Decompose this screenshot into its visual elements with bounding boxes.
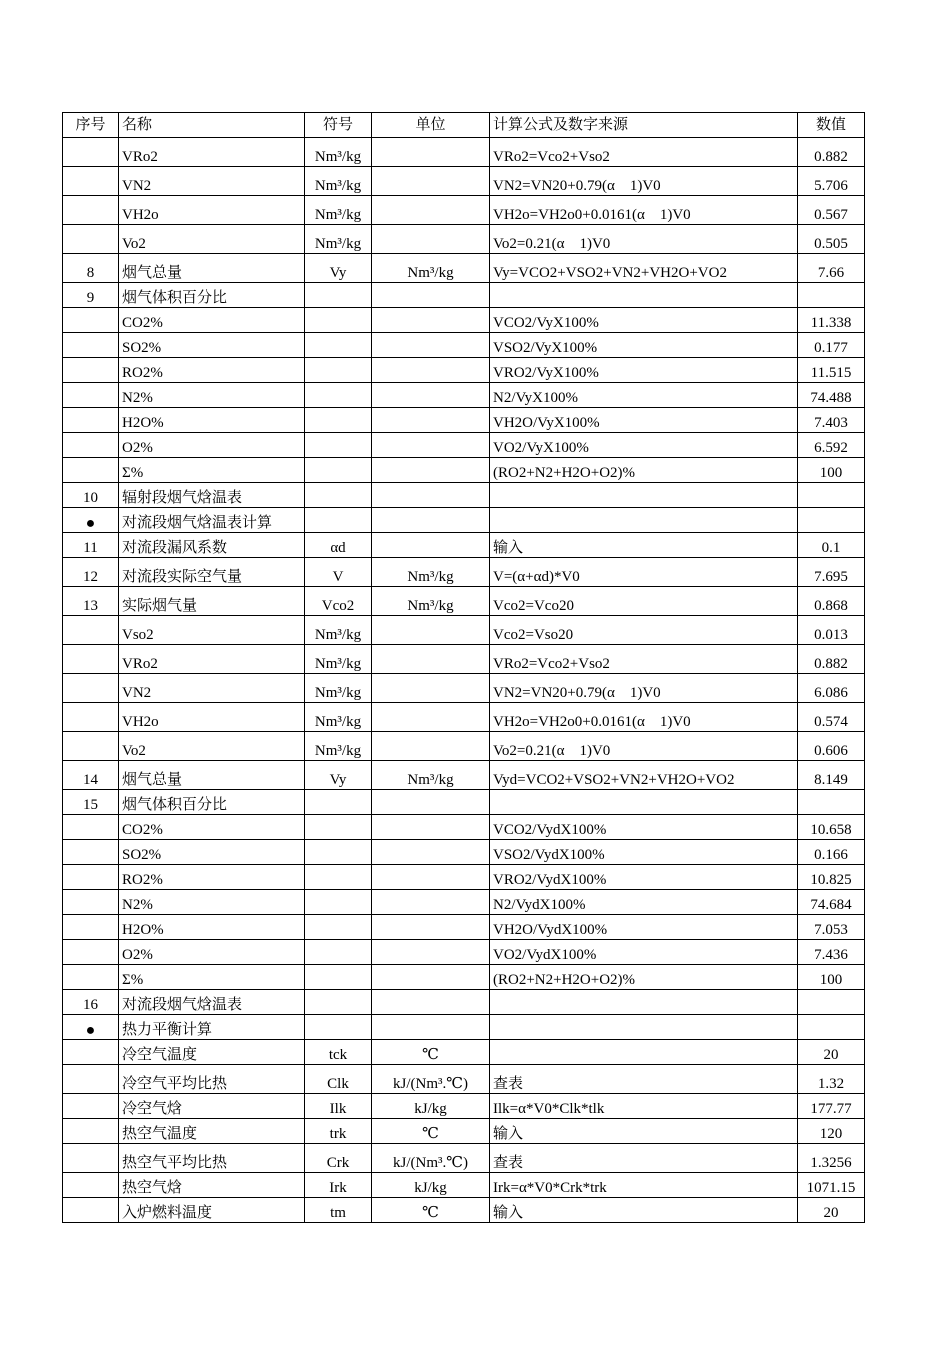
cell-value: 120 <box>798 1119 865 1144</box>
cell-unit <box>372 358 490 383</box>
cell-name: VRo2 <box>119 138 305 167</box>
cell-symbol <box>305 1015 372 1040</box>
table-row <box>63 1094 865 1119</box>
cell-formula: Vco2=Vco20 <box>490 587 798 616</box>
table-row <box>63 508 865 533</box>
cell-name: 冷空气平均比热 <box>119 1065 305 1094</box>
table-row <box>63 196 865 225</box>
cell-formula: Vo2=0.21(α 1)V0 <box>490 225 798 254</box>
cell-name: H2O% <box>119 408 305 433</box>
cell-name: SO2% <box>119 333 305 358</box>
cell-value: 7.695 <box>798 558 865 587</box>
cell-value <box>798 790 865 815</box>
cell-symbol: Clk <box>305 1065 372 1094</box>
cell-value: 11.338 <box>798 308 865 333</box>
table-row <box>63 558 865 587</box>
table-row <box>63 1040 865 1065</box>
cell-index <box>63 458 119 483</box>
table-row <box>63 890 865 915</box>
cell-index <box>63 433 119 458</box>
cell-value: 20 <box>798 1040 865 1065</box>
table-row <box>63 283 865 308</box>
cell-unit <box>372 645 490 674</box>
table-row <box>63 587 865 616</box>
cell-formula: VCO2/VyX100% <box>490 308 798 333</box>
table-row <box>63 358 865 383</box>
cell-formula: VH2O/VyX100% <box>490 408 798 433</box>
table-row <box>63 254 865 283</box>
cell-value: 0.013 <box>798 616 865 645</box>
cell-formula: VH2o=VH2o0+0.0161(α 1)V0 <box>490 196 798 225</box>
cell-value: 7.053 <box>798 915 865 940</box>
cell-index: 9 <box>63 283 119 308</box>
table-row <box>63 645 865 674</box>
table-row <box>63 940 865 965</box>
cell-index <box>63 138 119 167</box>
cell-symbol <box>305 508 372 533</box>
cell-unit: Nm³/kg <box>372 558 490 587</box>
cell-formula: VRO2/VydX100% <box>490 865 798 890</box>
cell-value: 100 <box>798 458 865 483</box>
cell-formula <box>490 283 798 308</box>
cell-symbol: V <box>305 558 372 587</box>
cell-value: 0.606 <box>798 732 865 761</box>
cell-formula: VN2=VN20+0.79(α 1)V0 <box>490 674 798 703</box>
cell-formula: Irk=α*V0*Crk*trk <box>490 1173 798 1198</box>
cell-unit <box>372 408 490 433</box>
table-row <box>63 616 865 645</box>
cell-symbol: Crk <box>305 1144 372 1173</box>
cell-formula: VCO2/VydX100% <box>490 815 798 840</box>
cell-symbol: Ilk <box>305 1094 372 1119</box>
cell-symbol <box>305 358 372 383</box>
cell-formula: VSO2/VyX100% <box>490 333 798 358</box>
cell-value: 20 <box>798 1198 865 1223</box>
cell-value: 10.825 <box>798 865 865 890</box>
cell-formula: VRo2=Vco2+Vso2 <box>490 138 798 167</box>
table-row <box>63 790 865 815</box>
cell-value <box>798 508 865 533</box>
cell-formula: VH2o=VH2o0+0.0161(α 1)V0 <box>490 703 798 732</box>
cell-index <box>63 225 119 254</box>
cell-value: 8.149 <box>798 761 865 790</box>
cell-formula: Vco2=Vso20 <box>490 616 798 645</box>
cell-formula: N2/VydX100% <box>490 890 798 915</box>
cell-symbol: Nm³/kg <box>305 703 372 732</box>
col-header-unit: 单位 <box>372 113 490 138</box>
table-row <box>63 1015 865 1040</box>
cell-unit <box>372 333 490 358</box>
cell-name: VH2o <box>119 196 305 225</box>
cell-symbol: Nm³/kg <box>305 138 372 167</box>
cell-name: VN2 <box>119 167 305 196</box>
cell-value: 0.868 <box>798 587 865 616</box>
cell-unit <box>372 940 490 965</box>
cell-name: 对流段漏风系数 <box>119 533 305 558</box>
table-row <box>63 915 865 940</box>
table-row <box>63 815 865 840</box>
col-header-formula: 计算公式及数字来源 <box>490 113 798 138</box>
cell-formula: VO2/VyX100% <box>490 433 798 458</box>
cell-value: 7.403 <box>798 408 865 433</box>
table-row <box>63 408 865 433</box>
cell-unit <box>372 458 490 483</box>
cell-unit <box>372 225 490 254</box>
cell-symbol: Irk <box>305 1173 372 1198</box>
cell-name: Vo2 <box>119 225 305 254</box>
cell-symbol <box>305 865 372 890</box>
col-header-name: 名称 <box>119 113 305 138</box>
cell-formula: 输入 <box>490 1198 798 1223</box>
cell-unit <box>372 1015 490 1040</box>
cell-symbol <box>305 483 372 508</box>
cell-index: 14 <box>63 761 119 790</box>
cell-value: 0.882 <box>798 645 865 674</box>
cell-symbol <box>305 408 372 433</box>
cell-index <box>63 1119 119 1144</box>
cell-name: N2% <box>119 890 305 915</box>
cell-index <box>63 940 119 965</box>
table-row <box>63 1144 865 1173</box>
cell-value: 0.505 <box>798 225 865 254</box>
calculation-table <box>62 112 865 1223</box>
cell-name: VH2o <box>119 703 305 732</box>
cell-formula: VH2O/VydX100% <box>490 915 798 940</box>
cell-unit <box>372 533 490 558</box>
cell-index: 12 <box>63 558 119 587</box>
cell-unit <box>372 732 490 761</box>
cell-index <box>63 308 119 333</box>
cell-formula: VO2/VydX100% <box>490 940 798 965</box>
cell-index: 16 <box>63 990 119 1015</box>
cell-formula: VSO2/VydX100% <box>490 840 798 865</box>
cell-formula: 输入 <box>490 1119 798 1144</box>
cell-unit <box>372 433 490 458</box>
cell-unit <box>372 865 490 890</box>
cell-symbol <box>305 383 372 408</box>
cell-name: 实际烟气量 <box>119 587 305 616</box>
table-row <box>63 138 865 167</box>
cell-name: 热力平衡计算 <box>119 1015 305 1040</box>
table-row <box>63 732 865 761</box>
cell-unit: ℃ <box>372 1119 490 1144</box>
cell-value: 0.567 <box>798 196 865 225</box>
col-header-index: 序号 <box>63 113 119 138</box>
cell-symbol <box>305 965 372 990</box>
cell-formula: VRo2=Vco2+Vso2 <box>490 645 798 674</box>
table-row <box>63 840 865 865</box>
cell-formula <box>490 790 798 815</box>
cell-index <box>63 703 119 732</box>
cell-unit <box>372 915 490 940</box>
table-row <box>63 433 865 458</box>
cell-symbol: Vy <box>305 761 372 790</box>
cell-value: 100 <box>798 965 865 990</box>
table-body <box>63 138 865 1223</box>
cell-name: H2O% <box>119 915 305 940</box>
cell-index <box>63 1065 119 1094</box>
cell-symbol <box>305 815 372 840</box>
cell-value: 6.592 <box>798 433 865 458</box>
table-row <box>63 483 865 508</box>
table-row <box>63 1198 865 1223</box>
cell-name: N2% <box>119 383 305 408</box>
cell-index <box>63 383 119 408</box>
cell-symbol: Nm³/kg <box>305 167 372 196</box>
cell-index <box>63 1094 119 1119</box>
cell-index <box>63 645 119 674</box>
cell-index: 8 <box>63 254 119 283</box>
table-row <box>63 761 865 790</box>
cell-symbol: trk <box>305 1119 372 1144</box>
cell-unit <box>372 990 490 1015</box>
cell-symbol <box>305 940 372 965</box>
cell-name: Σ% <box>119 458 305 483</box>
cell-index: 10 <box>63 483 119 508</box>
cell-unit <box>372 815 490 840</box>
table-row <box>63 1119 865 1144</box>
cell-name: CO2% <box>119 308 305 333</box>
table-header-row <box>63 113 865 138</box>
cell-value: 5.706 <box>798 167 865 196</box>
cell-value: 10.658 <box>798 815 865 840</box>
cell-formula: Vy=VCO2+VSO2+VN2+VH2O+VO2 <box>490 254 798 283</box>
table-row <box>63 308 865 333</box>
cell-value <box>798 1015 865 1040</box>
cell-formula <box>490 1040 798 1065</box>
cell-formula: Vyd=VCO2+VSO2+VN2+VH2O+VO2 <box>490 761 798 790</box>
cell-symbol: Nm³/kg <box>305 674 372 703</box>
cell-formula: 查表 <box>490 1065 798 1094</box>
cell-index <box>63 333 119 358</box>
table-row <box>63 865 865 890</box>
cell-value: 1071.15 <box>798 1173 865 1198</box>
cell-value <box>798 483 865 508</box>
cell-name: VN2 <box>119 674 305 703</box>
cell-index <box>63 1198 119 1223</box>
table-row <box>63 703 865 732</box>
cell-index: ● <box>63 1015 119 1040</box>
cell-symbol <box>305 890 372 915</box>
cell-formula <box>490 990 798 1015</box>
cell-symbol <box>305 840 372 865</box>
cell-value <box>798 283 865 308</box>
cell-index: 11 <box>63 533 119 558</box>
cell-index: ● <box>63 508 119 533</box>
cell-value: 0.177 <box>798 333 865 358</box>
cell-symbol <box>305 433 372 458</box>
cell-unit <box>372 840 490 865</box>
table-row <box>63 167 865 196</box>
cell-name: 热空气平均比热 <box>119 1144 305 1173</box>
cell-index <box>63 674 119 703</box>
cell-index <box>63 1173 119 1198</box>
cell-unit <box>372 167 490 196</box>
cell-name: 入炉燃料温度 <box>119 1198 305 1223</box>
table-row <box>63 990 865 1015</box>
cell-formula: (RO2+N2+H2O+O2)% <box>490 965 798 990</box>
cell-unit <box>372 790 490 815</box>
cell-unit: Nm³/kg <box>372 587 490 616</box>
cell-index <box>63 815 119 840</box>
cell-index <box>63 840 119 865</box>
cell-index: 15 <box>63 790 119 815</box>
cell-symbol: tm <box>305 1198 372 1223</box>
cell-unit: ℃ <box>372 1198 490 1223</box>
cell-unit <box>372 616 490 645</box>
cell-unit <box>372 308 490 333</box>
cell-value: 0.166 <box>798 840 865 865</box>
cell-unit <box>372 483 490 508</box>
cell-formula <box>490 1015 798 1040</box>
cell-formula: (RO2+N2+H2O+O2)% <box>490 458 798 483</box>
cell-unit: kJ/kg <box>372 1094 490 1119</box>
cell-unit: kJ/kg <box>372 1173 490 1198</box>
cell-formula: VN2=VN20+0.79(α 1)V0 <box>490 167 798 196</box>
cell-formula: Vo2=0.21(α 1)V0 <box>490 732 798 761</box>
table-row <box>63 333 865 358</box>
col-header-value: 数值 <box>798 113 865 138</box>
cell-index <box>63 358 119 383</box>
cell-formula <box>490 508 798 533</box>
cell-symbol: Nm³/kg <box>305 616 372 645</box>
cell-name: 烟气总量 <box>119 761 305 790</box>
cell-index <box>63 732 119 761</box>
cell-symbol: Nm³/kg <box>305 732 372 761</box>
col-header-symbol: 符号 <box>305 113 372 138</box>
cell-unit: kJ/(Nm³.℃) <box>372 1065 490 1094</box>
cell-name: 冷空气温度 <box>119 1040 305 1065</box>
cell-index <box>63 1144 119 1173</box>
cell-unit <box>372 508 490 533</box>
cell-value: 0.882 <box>798 138 865 167</box>
table-row <box>63 1173 865 1198</box>
cell-symbol <box>305 308 372 333</box>
table-row <box>63 458 865 483</box>
cell-name: Σ% <box>119 965 305 990</box>
cell-symbol: Nm³/kg <box>305 225 372 254</box>
cell-index <box>63 616 119 645</box>
cell-value: 7.66 <box>798 254 865 283</box>
cell-value: 0.574 <box>798 703 865 732</box>
cell-index <box>63 865 119 890</box>
cell-unit: Nm³/kg <box>372 761 490 790</box>
cell-index <box>63 965 119 990</box>
cell-index <box>63 915 119 940</box>
cell-value: 1.32 <box>798 1065 865 1094</box>
cell-symbol: Nm³/kg <box>305 645 372 674</box>
cell-name: RO2% <box>119 358 305 383</box>
table-row <box>63 533 865 558</box>
table-row <box>63 383 865 408</box>
cell-formula <box>490 483 798 508</box>
cell-index <box>63 196 119 225</box>
table-row <box>63 674 865 703</box>
cell-value: 0.1 <box>798 533 865 558</box>
cell-name: VRo2 <box>119 645 305 674</box>
cell-value: 11.515 <box>798 358 865 383</box>
cell-name: Vso2 <box>119 616 305 645</box>
cell-unit: ℃ <box>372 1040 490 1065</box>
table-row <box>63 965 865 990</box>
cell-formula: VRO2/VyX100% <box>490 358 798 383</box>
cell-value: 6.086 <box>798 674 865 703</box>
cell-symbol: Nm³/kg <box>305 196 372 225</box>
cell-name: 冷空气焓 <box>119 1094 305 1119</box>
cell-name: 对流段烟气焓温表 <box>119 990 305 1015</box>
cell-formula: 输入 <box>490 533 798 558</box>
cell-symbol: tck <box>305 1040 372 1065</box>
cell-name: 热空气焓 <box>119 1173 305 1198</box>
cell-name: 烟气总量 <box>119 254 305 283</box>
cell-unit <box>372 138 490 167</box>
cell-value: 7.436 <box>798 940 865 965</box>
cell-value: 74.488 <box>798 383 865 408</box>
cell-formula: 查表 <box>490 1144 798 1173</box>
cell-name: 烟气体积百分比 <box>119 790 305 815</box>
cell-value: 177.77 <box>798 1094 865 1119</box>
table-row <box>63 1065 865 1094</box>
cell-name: 对流段烟气焓温表计算 <box>119 508 305 533</box>
cell-name: O2% <box>119 433 305 458</box>
cell-value: 74.684 <box>798 890 865 915</box>
cell-unit <box>372 283 490 308</box>
cell-name: SO2% <box>119 840 305 865</box>
cell-formula: V=(α+αd)*V0 <box>490 558 798 587</box>
cell-name: 对流段实际空气量 <box>119 558 305 587</box>
cell-formula: Ilk=α*V0*Clk*tlk <box>490 1094 798 1119</box>
cell-unit <box>372 890 490 915</box>
cell-symbol <box>305 790 372 815</box>
cell-symbol: αd <box>305 533 372 558</box>
cell-index <box>63 890 119 915</box>
cell-symbol <box>305 990 372 1015</box>
cell-name: 烟气体积百分比 <box>119 283 305 308</box>
cell-index <box>63 167 119 196</box>
cell-value: 1.3256 <box>798 1144 865 1173</box>
cell-symbol: Vy <box>305 254 372 283</box>
cell-unit <box>372 965 490 990</box>
cell-symbol <box>305 333 372 358</box>
cell-symbol <box>305 458 372 483</box>
cell-symbol <box>305 283 372 308</box>
cell-name: O2% <box>119 940 305 965</box>
cell-unit <box>372 674 490 703</box>
cell-name: CO2% <box>119 815 305 840</box>
cell-unit: kJ/(Nm³.℃) <box>372 1144 490 1173</box>
table-row <box>63 225 865 254</box>
cell-value <box>798 990 865 1015</box>
cell-name: Vo2 <box>119 732 305 761</box>
cell-unit <box>372 703 490 732</box>
cell-name: 热空气温度 <box>119 1119 305 1144</box>
cell-index: 13 <box>63 587 119 616</box>
cell-symbol <box>305 915 372 940</box>
cell-unit: Nm³/kg <box>372 254 490 283</box>
cell-name: 辐射段烟气焓温表 <box>119 483 305 508</box>
cell-unit <box>372 196 490 225</box>
cell-name: RO2% <box>119 865 305 890</box>
cell-unit <box>372 383 490 408</box>
cell-index <box>63 1040 119 1065</box>
cell-symbol: Vco2 <box>305 587 372 616</box>
cell-formula: N2/VyX100% <box>490 383 798 408</box>
cell-index <box>63 408 119 433</box>
